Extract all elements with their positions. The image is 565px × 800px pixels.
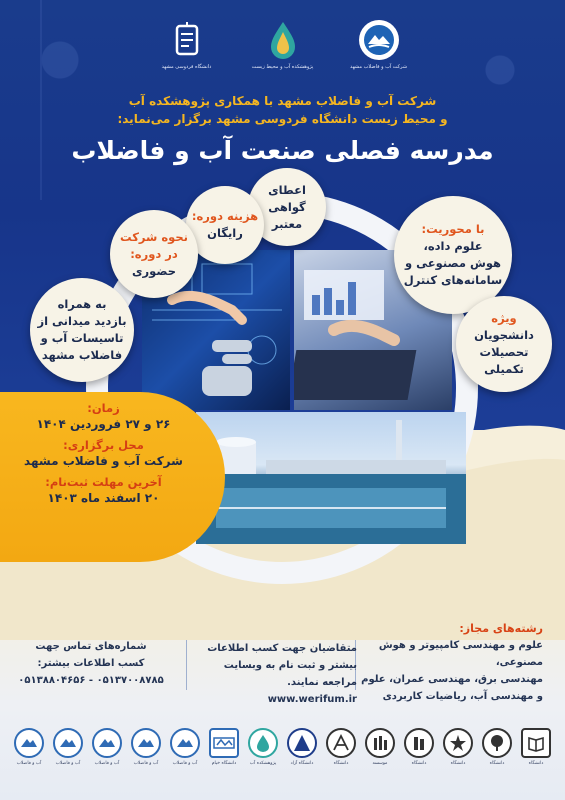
sponsor-caption: دانشگاه آزاد [290, 761, 314, 766]
header-logo-caption: پژوهشکده آب و محیط زیست [251, 64, 314, 70]
place-value: شرکت آب و فاضلاب مشهد [24, 454, 183, 468]
building-logo [365, 728, 395, 758]
sponsor-logos [10, 728, 555, 788]
place-label: محل برگزاری: [63, 438, 144, 452]
sponsor-logo [322, 728, 360, 766]
registration-line: بیشتر و ثبت نام به وبسایت [223, 660, 357, 671]
sponsor-logo [49, 728, 87, 766]
header-logo-caption: دانشگاه فردوسی مشهد [161, 64, 212, 70]
deadline-label: آخرین مهلت ثبت‌نام: [45, 475, 162, 489]
tower-logo [326, 728, 356, 758]
registration-line-with-url [207, 674, 357, 708]
bubble-text: معتبر [271, 216, 303, 231]
university-logo [209, 728, 239, 758]
column-divider [186, 640, 187, 690]
header-logo-water-company [344, 20, 414, 70]
sponsor-caption: آب و فاضلاب [94, 761, 120, 766]
bubble-text: تکمیلی [484, 362, 524, 376]
header-logo-ferdowsi [152, 20, 222, 70]
bubble-text: به همراه [57, 297, 107, 311]
star-logo [443, 728, 473, 758]
bubble-text: سامانه‌های کنترل [403, 273, 503, 287]
bubble-label: با محوریت: [421, 222, 485, 236]
ferdowsi-university-logo [167, 20, 207, 60]
sponsor-logo [244, 728, 282, 766]
bubble-value: رایگان [207, 226, 243, 240]
time-label: زمان: [87, 401, 120, 415]
water-company-logo [14, 728, 44, 758]
towers-logo [404, 728, 434, 758]
intro-line: شرکت آب و فاضلاب مشهد با همکاری پژوهشکده آب [128, 94, 437, 108]
bubble-text: تحصیلات [479, 345, 529, 359]
bubble-label: ویژه [491, 311, 517, 325]
sponsor-caption: پژوهشکده آب [249, 761, 277, 766]
sponsor-logo [127, 728, 165, 766]
azad-university-logo [287, 728, 317, 758]
allowed-fields [353, 620, 543, 705]
allowed-fields-title: رشته‌های مجاز: [459, 622, 543, 635]
bubble-text: بازدید میدانی از [37, 314, 127, 328]
water-research-logo [248, 728, 278, 758]
sponsor-caption: دانشگاه [411, 761, 427, 766]
sponsor-caption: آب و فاضلاب [133, 761, 159, 766]
bubble-label: هزینه دوره: [191, 209, 259, 223]
sponsor-caption: آب و فاضلاب [172, 761, 198, 766]
contact-info [16, 638, 166, 689]
book-logo [521, 728, 551, 758]
sponsor-caption: آب و فاضلاب [55, 761, 81, 766]
sponsor-logo [88, 728, 126, 766]
water-treatment-plant-photo [196, 412, 466, 544]
bubble-text: هوش مصنوعی و [404, 256, 502, 270]
bubble-text: گواهی [268, 199, 306, 214]
sponsor-caption: دانشگاه [333, 761, 349, 766]
page-title: مدرسه فصلی صنعت آب و فاضلاب [71, 136, 494, 165]
bubble-text: تاسیسات آب و [40, 331, 124, 345]
sponsor-logo [517, 728, 555, 766]
water-company-logo [170, 728, 200, 758]
registration-info [207, 640, 357, 708]
sponsor-logo [283, 728, 321, 766]
bubble-text: اعطای [268, 182, 306, 197]
bubble-attendance [110, 210, 198, 298]
water-company-logo [53, 728, 83, 758]
time-value: ۲۶ و ۲۷ فروردین ۱۴۰۴ [36, 417, 171, 431]
registration-line: مراجعه نمایند. [287, 677, 357, 688]
water-company-logo [131, 728, 161, 758]
sponsor-logo [10, 728, 48, 766]
allowed-fields-line: علوم و مهندسی کامپیوتر و هوش مصنوعی، [378, 640, 543, 668]
sponsor-logo [361, 728, 399, 766]
header-logo-research-institute [248, 20, 318, 70]
contact-phones: ۰۵۱۳۷۰۰۸۷۸۵ - ۰۵۱۳۸۸۰۴۶۵۶ [18, 675, 164, 686]
sponsor-caption: دانشگاه [528, 761, 544, 766]
bubble-value: حضوری [132, 263, 176, 278]
water-drop-mountain-logo [359, 20, 399, 60]
intro-text [20, 92, 545, 128]
water-company-logo [92, 728, 122, 758]
sponsor-logo [205, 728, 243, 766]
bubble-label: در دوره: [130, 246, 178, 261]
bubble-label: نحوه شرکت [120, 229, 188, 244]
sponsor-logo [400, 728, 438, 766]
intro-line: و محیط زیست دانشگاه فردوسی مشهد برگزار می‌نماید: [117, 112, 448, 126]
sponsor-caption: موسسه [372, 761, 388, 766]
sponsor-logo [439, 728, 477, 766]
allowed-fields-line: مهندسی برق، مهندسی عمران، علوم [361, 674, 543, 685]
header-logos [0, 20, 565, 90]
sponsor-logo [166, 728, 204, 766]
water-research-institute-logo [263, 20, 303, 60]
bubble-special [456, 296, 552, 392]
bubble-text: فاضلاب مشهد [41, 348, 123, 362]
contact-line: شماره‌های تماس جهت [35, 641, 147, 652]
header-logo-caption: شرکت آب و فاضلاب مشهد [349, 64, 408, 70]
sponsor-logo [478, 728, 516, 766]
bubble-text: دانشجویان [474, 328, 534, 342]
registration-line: متقاضیان جهت کسب اطلاعات [207, 643, 357, 654]
sponsor-caption: دانشگاه [489, 761, 505, 766]
contact-line: کسب اطلاعات بیشتر: [37, 658, 145, 669]
deadline-value: ۲۰ اسفند ماه ۱۴۰۳ [47, 491, 160, 505]
sponsor-caption: دانشگاه خیام [211, 761, 237, 766]
tree-logo [482, 728, 512, 758]
website-link[interactable]: www.werifum.ir [267, 694, 357, 705]
event-info-panel [0, 392, 225, 562]
bubble-text: علوم داده، [423, 239, 483, 253]
bubble-field-visit [30, 278, 134, 382]
allowed-fields-line: و مهندسی آب، ریاضیات کاربردی [382, 691, 543, 702]
sponsor-caption: دانشگاه [450, 761, 466, 766]
sponsor-caption: آب و فاضلاب [16, 761, 42, 766]
